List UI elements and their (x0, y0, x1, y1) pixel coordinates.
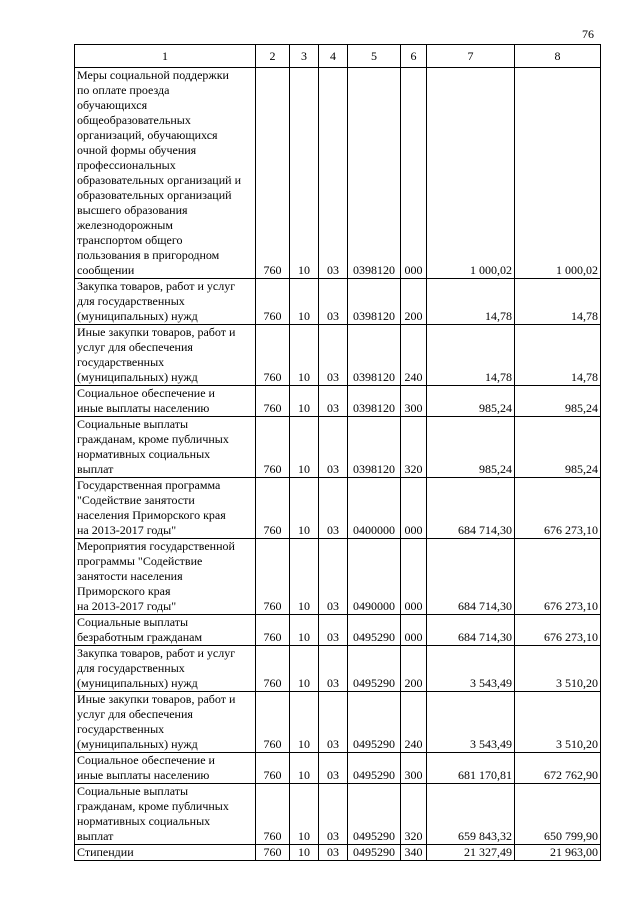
column-header: 5 (348, 45, 401, 68)
row-name-cell: Государственная программа "Содействие занятости населения Приморского края на 2013-2017 годы" (75, 478, 256, 539)
target-article-cell: 0495290 (348, 845, 401, 861)
amount-year2-cell: 14,78 (515, 279, 601, 325)
expense-type-cell: 320 (401, 784, 427, 845)
page-number: 76 (582, 27, 594, 41)
row-name-cell: Закупка товаров, работ и услуг для государственных (муниципальных) нужд (75, 279, 256, 325)
amount-year1-cell: 985,24 (427, 386, 515, 417)
subsection-cell: 03 (319, 386, 348, 417)
expense-type-cell: 340 (401, 845, 427, 861)
target-article-cell: 0400000 (348, 478, 401, 539)
subsection-cell: 03 (319, 646, 348, 692)
target-article-cell: 0398120 (348, 417, 401, 478)
column-header: 6 (401, 45, 427, 68)
table-row (75, 417, 601, 478)
section-cell: 10 (290, 539, 319, 615)
table-row (75, 539, 601, 615)
section-cell: 10 (290, 615, 319, 646)
amount-year1-cell: 659 843,32 (427, 784, 515, 845)
row-name-cell: Социальные выплаты безработным гражданам (75, 615, 256, 646)
table-row (75, 784, 601, 845)
subsection-cell: 03 (319, 692, 348, 753)
amount-year1-cell: 14,78 (427, 325, 515, 386)
row-name-cell: Социальные выплаты гражданам, кроме публичных нормативных социальных выплат (75, 784, 256, 845)
amount-year1-cell: 681 170,81 (427, 753, 515, 784)
section-cell: 10 (290, 279, 319, 325)
section-cell: 10 (290, 417, 319, 478)
budget-table (74, 44, 601, 861)
subsection-cell: 03 (319, 68, 348, 279)
subsection-cell: 03 (319, 784, 348, 845)
ministry-code-cell: 760 (256, 753, 290, 784)
section-cell: 10 (290, 386, 319, 417)
expense-type-cell: 000 (401, 68, 427, 279)
table-row (75, 615, 601, 646)
amount-year2-cell: 3 510,20 (515, 646, 601, 692)
table-body (75, 68, 601, 861)
amount-year1-cell: 14,78 (427, 279, 515, 325)
amount-year1-cell: 684 714,30 (427, 615, 515, 646)
target-article-cell: 0495290 (348, 692, 401, 753)
ministry-code-cell: 760 (256, 68, 290, 279)
column-header: 8 (515, 45, 601, 68)
target-article-cell: 0398120 (348, 386, 401, 417)
target-article-cell: 0398120 (348, 279, 401, 325)
expense-type-cell: 300 (401, 386, 427, 417)
subsection-cell: 03 (319, 478, 348, 539)
row-name-cell: Социальное обеспечение и иные выплаты населению (75, 753, 256, 784)
row-name-cell: Иные закупки товаров, работ и услуг для обеспечения государственных (муниципальных) нужд (75, 692, 256, 753)
ministry-code-cell: 760 (256, 784, 290, 845)
amount-year2-cell: 650 799,90 (515, 784, 601, 845)
table-row (75, 845, 601, 861)
expense-type-cell: 200 (401, 279, 427, 325)
target-article-cell: 0495290 (348, 784, 401, 845)
expense-type-cell: 320 (401, 417, 427, 478)
row-name-cell: Стипендии (75, 845, 256, 861)
subsection-cell: 03 (319, 539, 348, 615)
table-row (75, 386, 601, 417)
target-article-cell: 0495290 (348, 753, 401, 784)
amount-year1-cell: 1 000,02 (427, 68, 515, 279)
subsection-cell: 03 (319, 279, 348, 325)
ministry-code-cell: 760 (256, 615, 290, 646)
target-article-cell: 0398120 (348, 68, 401, 279)
section-cell: 10 (290, 753, 319, 784)
subsection-cell: 03 (319, 753, 348, 784)
column-header: 3 (290, 45, 319, 68)
amount-year1-cell: 3 543,49 (427, 692, 515, 753)
column-header: 7 (427, 45, 515, 68)
ministry-code-cell: 760 (256, 417, 290, 478)
amount-year2-cell: 3 510,20 (515, 692, 601, 753)
section-cell: 10 (290, 325, 319, 386)
table-row (75, 753, 601, 784)
amount-year2-cell: 1 000,02 (515, 68, 601, 279)
amount-year1-cell: 684 714,30 (427, 478, 515, 539)
amount-year1-cell: 684 714,30 (427, 539, 515, 615)
amount-year2-cell: 14,78 (515, 325, 601, 386)
row-name-cell: Социальное обеспечение и иные выплаты населению (75, 386, 256, 417)
target-article-cell: 0398120 (348, 325, 401, 386)
expense-type-cell: 300 (401, 753, 427, 784)
ministry-code-cell: 760 (256, 478, 290, 539)
amount-year1-cell: 985,24 (427, 417, 515, 478)
row-name-cell: Закупка товаров, работ и услуг для государственных (муниципальных) нужд (75, 646, 256, 692)
ministry-code-cell: 760 (256, 325, 290, 386)
amount-year2-cell: 21 963,00 (515, 845, 601, 861)
target-article-cell: 0495290 (348, 646, 401, 692)
subsection-cell: 03 (319, 845, 348, 861)
target-article-cell: 0490000 (348, 539, 401, 615)
amount-year2-cell: 676 273,10 (515, 478, 601, 539)
table-row (75, 478, 601, 539)
subsection-cell: 03 (319, 417, 348, 478)
column-header: 1 (75, 45, 256, 68)
table-row (75, 692, 601, 753)
expense-type-cell: 200 (401, 646, 427, 692)
section-cell: 10 (290, 784, 319, 845)
expense-type-cell: 000 (401, 539, 427, 615)
subsection-cell: 03 (319, 615, 348, 646)
amount-year2-cell: 676 273,10 (515, 539, 601, 615)
row-name-cell: Мероприятия государственной программы "Содействие занятости населения Приморского края на 2013-2017 годы" (75, 539, 256, 615)
ministry-code-cell: 760 (256, 692, 290, 753)
column-header: 2 (256, 45, 290, 68)
expense-type-cell: 240 (401, 325, 427, 386)
amount-year2-cell: 985,24 (515, 386, 601, 417)
ministry-code-cell: 760 (256, 845, 290, 861)
expense-type-cell: 000 (401, 478, 427, 539)
ministry-code-cell: 760 (256, 279, 290, 325)
amount-year2-cell: 676 273,10 (515, 615, 601, 646)
section-cell: 10 (290, 478, 319, 539)
section-cell: 10 (290, 692, 319, 753)
expense-type-cell: 240 (401, 692, 427, 753)
subsection-cell: 03 (319, 325, 348, 386)
row-name-cell: Иные закупки товаров, работ и услуг для обеспечения государственных (муниципальных) нужд (75, 325, 256, 386)
ministry-code-cell: 760 (256, 539, 290, 615)
column-header: 4 (319, 45, 348, 68)
table-row (75, 279, 601, 325)
ministry-code-cell: 760 (256, 646, 290, 692)
header-row (75, 45, 601, 68)
table-row (75, 646, 601, 692)
section-cell: 10 (290, 646, 319, 692)
expense-type-cell: 000 (401, 615, 427, 646)
table-row (75, 68, 601, 279)
section-cell: 10 (290, 845, 319, 861)
target-article-cell: 0495290 (348, 615, 401, 646)
row-name-cell: Меры социальной поддержки по оплате проезда обучающихся общеобразовательных организаций, обучающихся очной формы обучения профессиональных образовательных организаций и образовательных организаций высшего образования железнодорожным транспортом общего пользования в пригородном сообщении (75, 68, 256, 279)
amount-year1-cell: 3 543,49 (427, 646, 515, 692)
amount-year2-cell: 672 762,90 (515, 753, 601, 784)
amount-year1-cell: 21 327,49 (427, 845, 515, 861)
amount-year2-cell: 985,24 (515, 417, 601, 478)
ministry-code-cell: 760 (256, 386, 290, 417)
table-row (75, 325, 601, 386)
section-cell: 10 (290, 68, 319, 279)
row-name-cell: Социальные выплаты гражданам, кроме публичных нормативных социальных выплат (75, 417, 256, 478)
